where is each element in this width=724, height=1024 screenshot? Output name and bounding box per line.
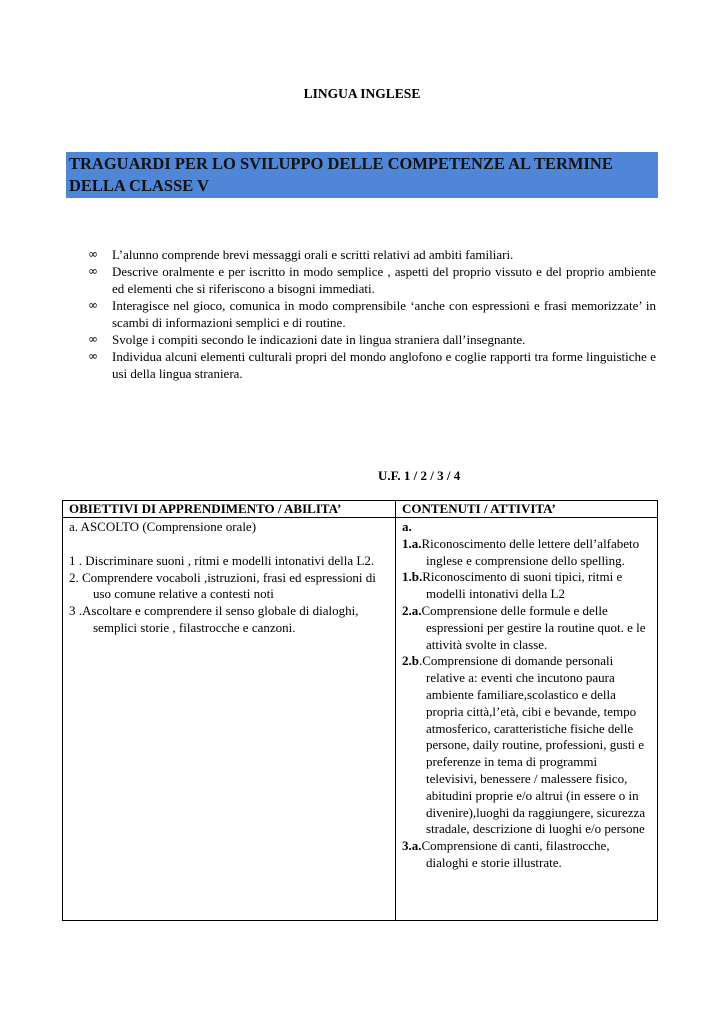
objectives-section-title: a. ASCOLTO (Comprensione orale) (69, 519, 257, 534)
goal-text: Individua alcuni elementi culturali propri del mondo anglofono e coglie rapporti tra forme linguistiche e usi della lingua straniera. (112, 349, 656, 381)
header-objectives: OBIETTIVI DI APPRENDIMENTO / ABILITA’ (63, 501, 396, 518)
content-entry (402, 603, 651, 653)
uf-heading: U.F. 1 / 2 / 3 / 4 (378, 468, 461, 483)
content-entry (402, 536, 651, 570)
entry-text: Riconoscimento di suoni tipici, ritmi e modelli intonativi della L2 (422, 569, 623, 602)
infinity-bullet-icon: ∞ (88, 264, 98, 278)
goal-text: Svolge i compiti secondo le indicazioni date in lingua straniera dall’insegnante. (112, 332, 526, 347)
banner-title: TRAGUARDI PER LO SVILUPPO DELLE COMPETENZE AL TERMINE DELLA CLASSE V (69, 154, 613, 195)
infinity-bullet-icon: ∞ (88, 298, 98, 312)
goal-text: L’alunno comprende brevi messaggi orali e scritti relativi ad ambiti familiari. (112, 247, 514, 262)
competences-banner (66, 152, 658, 198)
header-contents: CONTENUTI / ATTIVITA’ (396, 501, 658, 518)
subject-title: LINGUA INGLESE (303, 86, 421, 101)
table-header-row (63, 501, 658, 518)
contents-section-title: a. (402, 519, 412, 534)
goal-item (88, 297, 656, 331)
entry-text: Comprensione delle formule e delle espressioni per gestire la routine quot. e le attività svolte in classe. (421, 602, 646, 652)
entry-code: 1.b. (402, 569, 423, 585)
spacer (69, 536, 389, 553)
entry-code: 1.a. (402, 535, 422, 551)
table-row (63, 518, 658, 921)
infinity-bullet-icon: ∞ (88, 247, 98, 261)
entry-text: .Comprensione di domande personali relative a: eventi che incutono paura ambiente familiare,scolastico e della propria città,l’età, cibi e bevande, tempo atmosferico, caratteristiche fisiche delle persone, daily routine, professioni, gusti e preferenze in tema di programmi televisivi, benessere / malessere fisico, abitudini proprie e/o altrui (in essere o in divenire),luoghi da raggiungere, sicurezza stradale, descrizione di luoghi e/o persone (418, 653, 646, 837)
objective-item: 1 . Discriminare suoni , ritmi e modelli intonativi della L2. (69, 552, 375, 568)
content-entry (402, 838, 651, 872)
entry-text: Riconoscimento delle lettere dell’alfabeto inglese e comprensione dello spelling. (421, 535, 640, 568)
goal-item (88, 263, 656, 297)
goal-item (88, 348, 656, 382)
entry-text: Comprensione di canti, filastrocche, dialoghi e storie illustrate. (421, 838, 610, 870)
goal-text: Interagisce nel gioco, comunica in modo comprensibile ‘anche con espressioni e frasi memorizzate’ in scambi di informazioni semplici e di routine. (112, 298, 656, 330)
infinity-bullet-icon: ∞ (88, 349, 98, 363)
objectives-cell (63, 518, 396, 921)
content-entry (402, 569, 651, 603)
objective-item: 2. Comprendere vocaboli ,istruzioni, frasi ed espressioni di uso comune relative a contesti noti (69, 569, 376, 602)
content-entry (402, 653, 651, 838)
goal-item (88, 331, 656, 348)
infinity-bullet-icon: ∞ (88, 332, 98, 346)
objective-item: 3 .Ascoltare e comprendere il senso globale di dialoghi, semplici storie , filastrocche e canzoni. (69, 603, 359, 635)
goal-text: Descrive oralmente e per iscritto in modo semplice , aspetti del proprio vissuto e del proprio ambiente ed elementi che si riferiscono a bisogni immediati. (112, 264, 656, 296)
entry-code: 3.a. (402, 838, 422, 854)
goal-item (88, 246, 656, 263)
entry-code: 2.b (402, 653, 419, 669)
objectives-table (62, 500, 658, 921)
goals-list (88, 246, 656, 382)
contents-cell (396, 518, 658, 921)
entry-code: 2.a. (402, 602, 422, 618)
